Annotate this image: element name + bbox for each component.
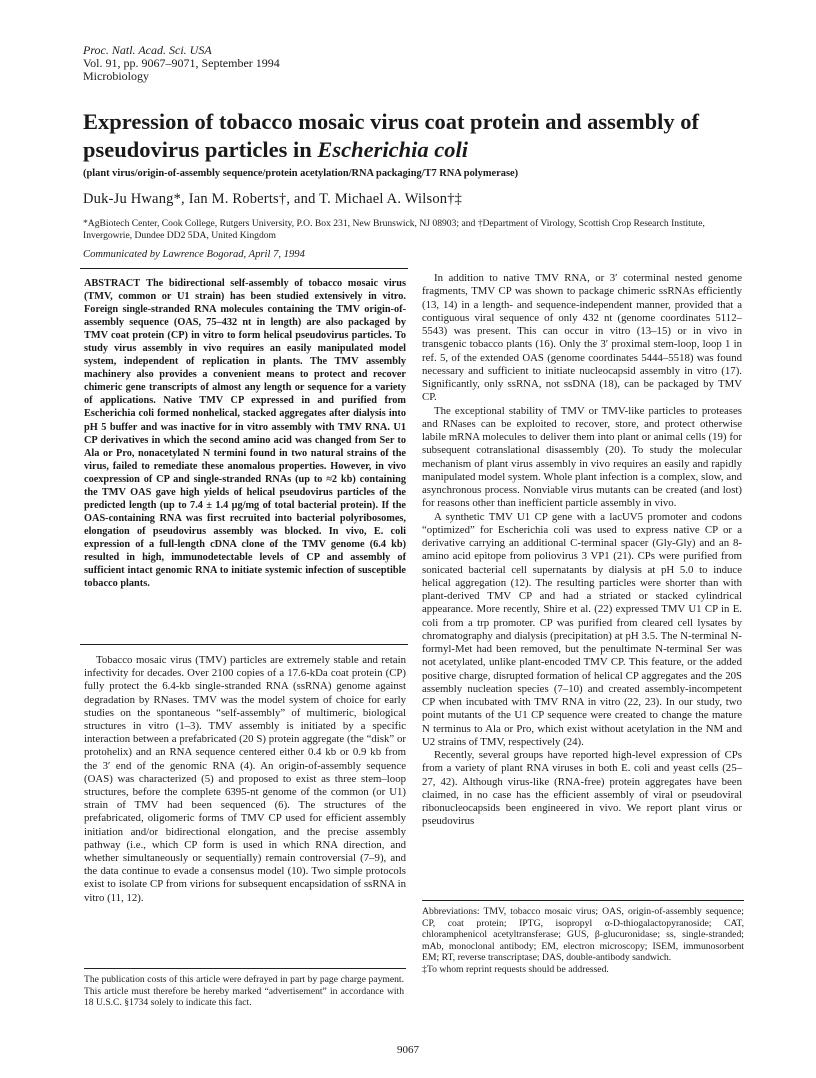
- author-list: Duk-Ju Hwang*, Ian M. Roberts†, and T. Michael A. Wilson†‡: [83, 191, 463, 207]
- footnote-divider-right: [422, 900, 744, 901]
- reprint-note: ‡To whom reprint requests should be addressed.: [422, 963, 609, 975]
- title-line-2: [83, 136, 743, 164]
- paragraph: Recently, several groups have reported high-level expression of CPs from a variety of plant RNA viruses in both E. coli and yeast cells (25–27, 42). Although virus-like (RNA-free) protein aggregates have been claimed, in no case has the efficient assembly of viral or pseudoviral ribonucleocapsids been engineered in vivo. We report plant virus or pseudovirus: [422, 749, 742, 828]
- abstract: [84, 277, 406, 590]
- abstract-text: The bidirectional self-assembly of tobacco mosaic virus (TMV, common or U1 strain) has been studied extensively in vitro. Foreign single-stranded RNA molecules containing the TMV origin-of-assembly sequence (OAS, 75–432 nt in length) are also packaged by TMV coat protein (CP) in vitro to form helical pseudovirus particles. To study virus assembly in vivo requires an easily manipulated model system, independent of replication in plants. The TMV assembly machinery also provides a convenient means to protect and recover chimeric gene transcripts of almost any length or sequence for a variety of applications. Native TMV CP expressed in and purified from Escherichia coli formed nonhelical, stacked aggregates after dialysis into pH 5 buffer and was inactive for in vitro assembly with TMV RNA. U1 CP derivatives in which the second amino acid was changed from Ser to Ala or Pro, nonacetylated N termini found in two natural strains of the virus, failed to remediate these anomalous properties. However, in vivo coexpression of CP and single-stranded RNAs (up to ≈2 kb) containing the TMV OAS gave high yields of helical pseudovirus particles of the predicted length (up to 7.4 ± 1.4 μg/mg of total bacterial protein). If the OAS-containing RNA was first recruited into bacterial polyribosomes, elongation of pseudovirus assembly was blocked. In vivo, E. coli expression of a full-length cDNA clone of the TMV genome (6.4 kb) resulted in high, immunodetectable levels of CP and assembly of sufficient intact genomic RNA to initiate systemic infection of susceptible tobacco plants.: [84, 278, 406, 590]
- paragraph: In addition to native TMV RNA, or 3′ coterminal nested genome fragments, TMV CP was shown to package chimeric ssRNAs efficiently (13, 14) in a length- and sequence-independent manner, provided that a contiguous viral sequence of only 432 nt (genome coordinates 5112–5543) was present. This can occur in vitro (13–15) or in vivo in transgenic tobacco plants (16). Only the 3′ proximal stem-loop, loop 1 in ref. 5, of the extended OAS (genome coordinates 5444–5518) was found necessary and sufficient to initiate nucleocapsid assembly in vitro (17). Significantly, only ssRNA, not ssDNA (18), can be packaged by TMV CP.: [422, 272, 742, 404]
- paragraph: A synthetic TMV U1 CP gene with a lacUV5 promoter and codons “optimized” for Escherichia coli was used to express native CP or a derivative carrying an additional C-terminal spacer (Gly-Gly) and an 8-amino acid epitope from poliovirus 3 VP1 (21). CPs were purified from sonicated bacterial cell supernatants by dialysis at pH 5.0 to induce helical aggregation (12). The resulting particles were shorter than with plant-derived TMV CP and had a striated or stacked cylindrical appearance. More recently, Shire et al. (22) expressed TMV U1 CP in E. coli from a trp promoter. CP was purified from cleared cell lysates by chromatography and dialysis (precipitation) at pH 3.5. The N-terminal N-formyl-Met had been removed, but the penultimate N-terminal Ser was not acetylated, unlike plant-encoded TMV CP. This feature, or the added positive charge, disrupted formation of helical CP aggregates and the 20S assembly nucleation species (7–10) and created assembly-incompetent CP when incubated with TMV RNA in vitro (22, 23). In our study, two point mutants of the U1 CP sequence were created to change the mature N terminus to Ala or Pro, which exist without acetylation in the NM and U2 strains of TMV, respectively (24).: [422, 510, 742, 748]
- volume-line: Vol. 91, pp. 9067–9071, September 1994: [83, 56, 280, 70]
- journal-header: [83, 44, 280, 83]
- article-title: [83, 108, 743, 164]
- keywords: (plant virus/origin-of-assembly sequence/protein acetylation/RNA packaging/T7 RNA polymerase): [83, 168, 519, 179]
- communicated-by: Communicated by Lawrence Bogorad, April 7, 1994: [83, 249, 305, 260]
- publication-cost-note: The publication costs of this article were defrayed in part by page charge payment. This article must therefore be hereby marked “advertisement” in accordance with 18 U.S.C. §1734 solely to indicate this fact.: [84, 974, 404, 1009]
- abbreviations-footnote: [422, 906, 744, 976]
- title-line-1: Expression of tobacco mosaic virus coat protein and assembly of: [83, 109, 700, 134]
- title-line-2-text: pseudovirus particles in: [83, 137, 318, 162]
- footnote-divider-left: [84, 968, 406, 969]
- abstract-label: ABSTRACT: [84, 278, 141, 289]
- introduction-column: [84, 654, 406, 905]
- right-column: [422, 272, 742, 829]
- intro-paragraph: Tobacco mosaic virus (TMV) particles are extremely stable and retain infectivity for decades. Over 2100 copies of a 17.6-kDa coat protein (CP) fully protect the 6.4-kb single-stranded RNA (ssRNA) genome against degradation by RNases. TMV was the model system of choice for early studies on the spontaneous “self-assembly” of multimeric, biological structures in vitro (1–3). TMV assembly is initiated by a specific interaction between a prefabricated (20 S) protein aggregate (the “disk” or protohelix) and an RNA sequence centered either 0.4 kb or 0.9 kb from the 3′ end of the genomic RNA (4). An origin-of-assembly sequence (OAS) was characterized (5) and proposed to exist as three stem–loop structures, before the complete 6395-nt genome of the common (or U1) strain of TMV had been sequenced (6). The structures of the prefabricated, oligomeric forms of TMV CP used for efficient assembly initiation and/or bidirectional elongation, and the precise assembly pathway (i.e., which CP form is used in which RNA direction, and whether simultaneously or sequentially) remain controversial (7–9), and the data continue to evade a consensus model (10). Two simple protocols exist to isolate CP from virions for subsequent encapsidation of ssRNA in vitro (11, 12).: [84, 654, 406, 904]
- page-number: 9067: [397, 1044, 419, 1056]
- abbreviations-text: Abbreviations: TMV, tobacco mosaic virus; OAS, origin-of-assembly sequence; CP, coat protein; IPTG, isopropyl α-D-thiogalactopyranoside; CAT, chloramphenicol acetyltransferase; GUS, β-glucuronidase; ss, single-stranded; mAb, monoclonal antibody; EM, electron microscopy; ISEM, immunosorbent EM; RT, reverse transcriptase; DAS, double-antibody sandwich.: [422, 906, 744, 964]
- title-organism: Escherichia coli: [317, 137, 469, 162]
- journal-name: Proc. Natl. Acad. Sci. USA: [83, 43, 212, 57]
- affiliations: *AgBiotech Center, Cook College, Rutgers University, P.O. Box 231, New Brunswick, NJ 08903; and †Department of Virology, Scottish Crop Research Institute, Invergowrie, Dundee DD2 5DA, United Kingdom: [83, 218, 705, 241]
- paragraph: The exceptional stability of TMV or TMV-like particles to proteases and RNases can be exploited to recover, store, and protect otherwise labile mRNA molecules to deliver them into plant or animal cells (19) for subsequent cotranslational disassembly (20). To study the molecular mechanism of plant virus assembly in vivo requires an easily and rapidly manipulated model system. Whole plant infection is a complex, slow, and asynchronous process. Nonviable virus mutants can be created (and lost) for reasons other than inefficient particle assembly in vivo.: [422, 404, 742, 510]
- section-label: Microbiology: [83, 69, 149, 83]
